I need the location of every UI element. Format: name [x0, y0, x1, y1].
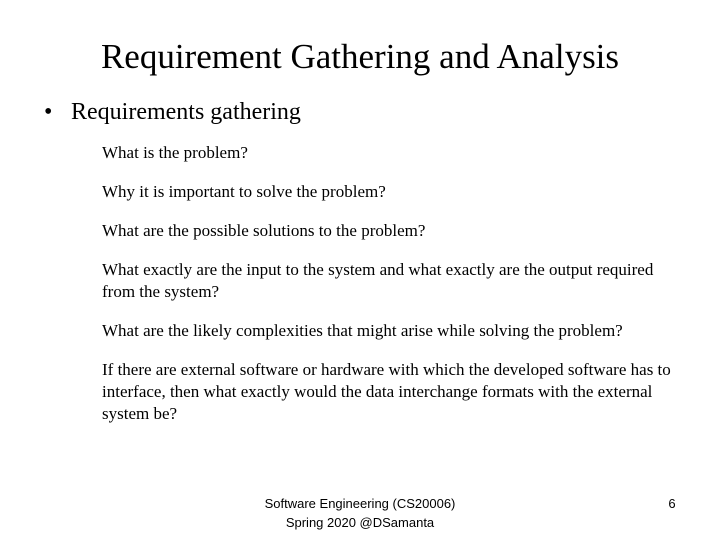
footer-course: Software Engineering (CS20006)	[264, 496, 456, 511]
list-item: What are the possible solutions to the problem?	[102, 221, 426, 240]
list-item: What is the problem?	[102, 143, 248, 162]
bullet-marker: •	[44, 99, 53, 125]
page-number: 6	[668, 496, 676, 511]
slide-footer	[220, 494, 500, 532]
list-item: What exactly are the input to the system and what exactly are the output required from the system?	[102, 260, 654, 301]
footer-term: Spring 2020 @DSamanta	[285, 515, 435, 530]
list-item: What are the likely complexities that might arise while solving the problem?	[102, 321, 623, 340]
bullet-text: Requirements gathering	[71, 99, 301, 125]
bullet-point	[44, 97, 301, 127]
list-item: If there are external software or hardware with which the developed software has to interface, then what exactly would the data interchange formats with the external system be?	[102, 360, 671, 423]
sub-item-list	[102, 142, 682, 442]
list-item: Why it is important to solve the problem?	[102, 182, 386, 201]
slide-title: Requirement Gathering and Analysis	[100, 37, 620, 76]
